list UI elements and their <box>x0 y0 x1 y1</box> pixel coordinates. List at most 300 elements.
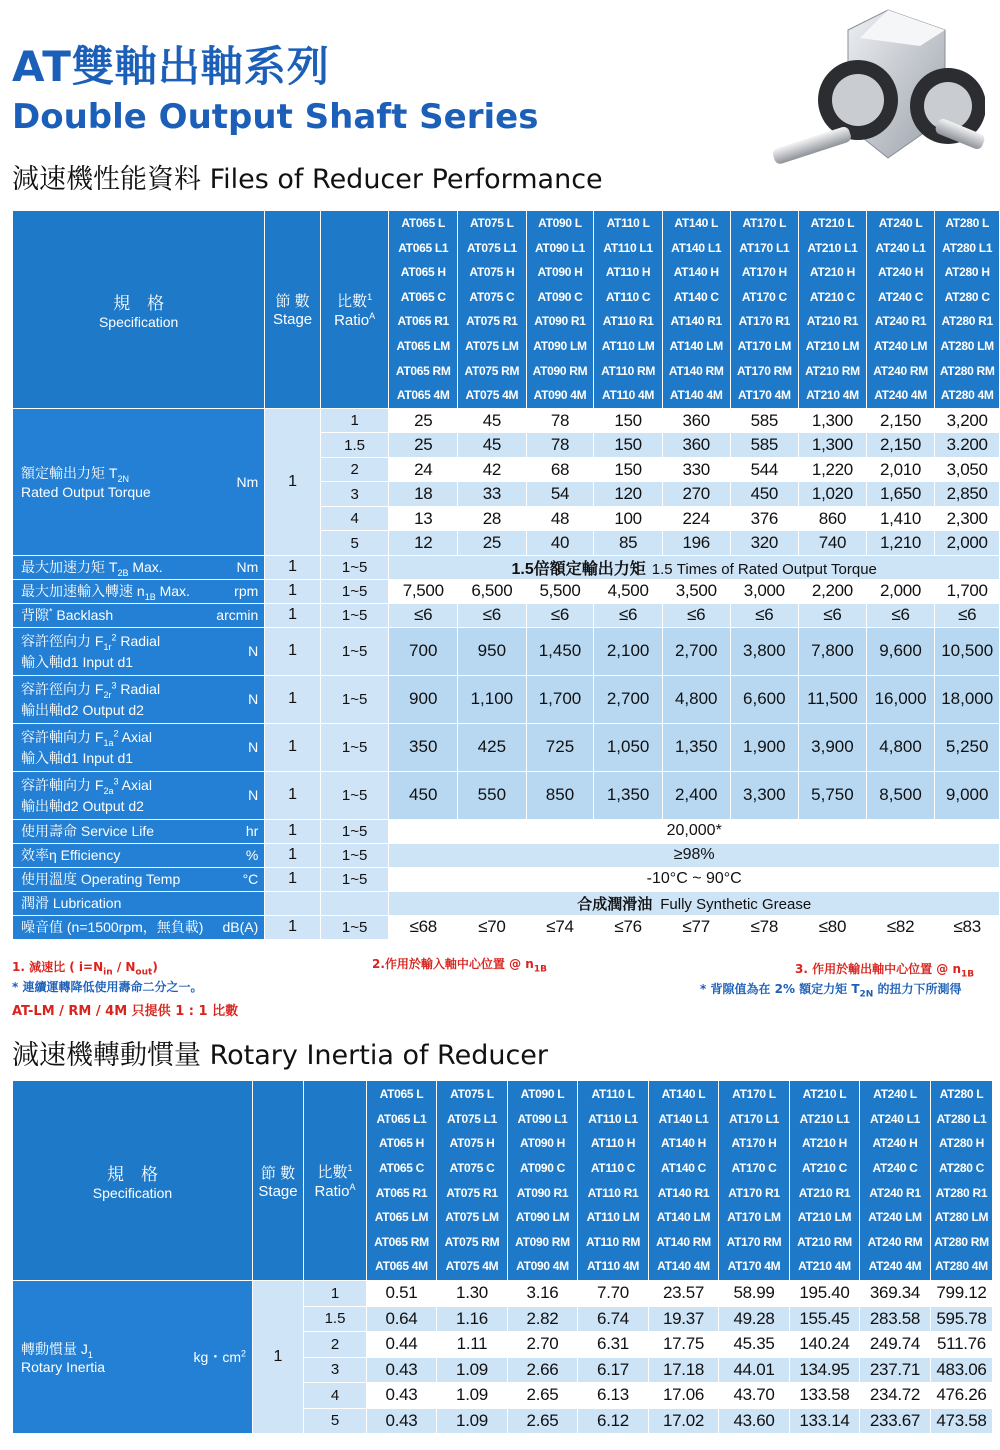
efficiency-row <box>13 843 1000 867</box>
lubrication-label <box>13 891 265 915</box>
model-name: AT210 L <box>802 1087 847 1102</box>
value-cell: 11,500 <box>799 675 867 723</box>
model-name: AT280 L1 <box>936 1111 987 1126</box>
value-cell: 369.34 <box>860 1281 931 1307</box>
value-cell: 42 <box>458 457 527 482</box>
value-cn: 1.5倍額定輸出力矩 <box>511 560 646 578</box>
inertia-row <box>13 1281 993 1307</box>
model-name: AT140 4M <box>657 1259 710 1274</box>
model-name: AT075 RM <box>444 1234 500 1249</box>
value-cell: 376 <box>730 506 799 531</box>
model-column-5 <box>730 211 799 409</box>
model-name: AT240 H <box>878 265 924 280</box>
value-cell: 45 <box>458 433 527 458</box>
value-cell: 1.16 <box>437 1306 508 1332</box>
value-cell: ≤83 <box>935 915 1000 939</box>
ratio-cell: 3 <box>304 1357 367 1383</box>
model-name: AT170 LM <box>737 338 792 353</box>
ratio-cell: 1~5 <box>320 603 389 627</box>
stage-header-en: Stage <box>258 1182 298 1200</box>
max-accel-torque-value <box>389 555 1000 579</box>
model-name: AT210 RM <box>797 1234 852 1249</box>
value-cell: 270 <box>662 482 730 507</box>
unit-label: N <box>248 691 259 708</box>
label-cn: 轉動慣量 J <box>21 1340 88 1357</box>
ratio-header-cell: 比數$^1$ Ratio$^A$ <box>320 211 389 409</box>
value-cell: 6.74 <box>578 1306 649 1332</box>
model-column-2 <box>526 211 594 409</box>
value-cell: 195.40 <box>790 1281 860 1307</box>
label-tail: Max. <box>155 582 190 599</box>
value-cell: 3,500 <box>662 579 730 603</box>
model-name: AT240 R1 <box>869 1185 921 1200</box>
model-name: AT210 C <box>801 1160 848 1175</box>
stage-header-cell <box>265 211 321 409</box>
operating-temp-value: -10°C ~ 90°C <box>389 867 1000 891</box>
value-cell: 1.30 <box>437 1281 508 1307</box>
model-name: AT140 C <box>673 289 719 304</box>
note-backlash-measurement: * 背隙值為在 2% 額定力矩 $T_{2N}$ 的扭力下所測得 <box>700 982 962 1000</box>
stage-cell: 1 <box>253 1281 304 1434</box>
value-cell: 360 <box>662 408 730 433</box>
ratio-cell: 1~5 <box>320 555 389 579</box>
value-cell: 249.74 <box>860 1332 931 1358</box>
value-cell: 150 <box>594 433 663 458</box>
value-cell: 1,220 <box>799 457 867 482</box>
torque-row <box>13 408 1000 433</box>
model-name: AT280 H <box>944 265 990 280</box>
model-name: AT140 RM <box>668 363 724 378</box>
model-column-4 <box>662 211 730 409</box>
value-cell: 17.02 <box>649 1408 719 1434</box>
stage-cell: 1 <box>265 408 321 555</box>
value-cell: 58.99 <box>719 1281 790 1307</box>
model-name: AT170 R1 <box>728 1185 780 1200</box>
model-column-4 <box>649 1081 719 1281</box>
label-tail: Axial <box>118 728 152 745</box>
performance-table <box>12 210 1000 940</box>
label-tail: Radial <box>116 680 161 697</box>
service-life-value: 20,000* <box>389 819 1000 843</box>
value-cell: 24 <box>389 457 458 482</box>
model-name: AT240 L <box>878 216 923 230</box>
model-name: AT240 4M <box>874 388 927 403</box>
model-name: AT065 C <box>378 1160 425 1175</box>
model-name: AT240 LM <box>868 1210 922 1225</box>
value-cell: 1,450 <box>526 627 594 675</box>
value-cell: 3,300 <box>730 771 799 819</box>
value-cell: 585 <box>730 408 799 433</box>
model-name: AT240 LM <box>873 338 928 353</box>
value-cell: 330 <box>662 457 730 482</box>
value-cell: 700 <box>389 627 458 675</box>
value-cell: 483.06 <box>931 1357 993 1383</box>
model-column-7 <box>860 1081 931 1281</box>
model-column-1 <box>458 211 527 409</box>
model-name: AT075 RM <box>464 363 520 378</box>
model-column-6 <box>799 211 867 409</box>
model-name: AT110 L1 <box>588 1111 638 1126</box>
value-cell: 45 <box>458 408 527 433</box>
value-cell: 1,900 <box>730 723 799 771</box>
ratio-cell: 1 <box>320 408 389 433</box>
unit-label: N <box>248 739 259 756</box>
value-cell: ≤70 <box>458 915 527 939</box>
model-column-0 <box>367 1081 437 1281</box>
spec-header-cn: 規 格 <box>107 1165 158 1184</box>
model-name: AT075 L <box>450 1087 494 1102</box>
value-cell: 0.43 <box>367 1408 437 1434</box>
model-name: AT210 4M <box>806 388 859 403</box>
model-name: AT075 C <box>469 289 515 304</box>
model-name: AT075 4M <box>445 1259 499 1274</box>
model-name: AT240 L1 <box>869 1111 921 1126</box>
model-name: AT210 RM <box>805 363 860 378</box>
value-cell: 2,700 <box>594 675 663 723</box>
value-cell: 78 <box>526 433 594 458</box>
value-cell: ≤6 <box>866 603 935 627</box>
superscript: 3 <box>113 776 119 787</box>
model-name: AT065 H <box>400 265 446 280</box>
inertia-table <box>12 1080 993 1434</box>
model-name: AT090 RM <box>532 363 588 378</box>
value-cell: 33 <box>458 482 527 507</box>
force-row <box>13 723 1000 771</box>
value-cell: 44.01 <box>719 1357 790 1383</box>
ratio-cell: 5 <box>320 531 389 556</box>
ratio-cell: 1 <box>304 1281 367 1307</box>
value-cell: 2.65 <box>508 1408 578 1434</box>
value-cell: 120 <box>594 482 663 507</box>
model-name: AT140 4M <box>669 388 723 403</box>
model-name: AT110 H <box>605 265 651 280</box>
model-name: AT075 L <box>470 216 514 230</box>
force-row <box>13 771 1000 819</box>
ratio-cell: 2 <box>320 457 389 482</box>
label-text: 噪音值 (n=1500rpm，無負載) <box>21 919 204 936</box>
model-name: AT110 H <box>590 1136 636 1151</box>
value-cell: 850 <box>526 771 594 819</box>
value-cell: 1,650 <box>866 482 935 507</box>
value-cell: 6.17 <box>578 1357 649 1383</box>
model-column-1 <box>437 1081 508 1281</box>
ratio-cell <box>320 891 389 915</box>
value-cell: 2,700 <box>662 627 730 675</box>
note-ratio-definition: 1. 減速比 ( $i=N_{in} / N_{out}$) <box>12 960 158 978</box>
force-row <box>13 675 1000 723</box>
value-cell: 473.58 <box>931 1408 993 1434</box>
model-name: AT140 L1 <box>658 1111 709 1126</box>
value-cell: 43.70 <box>719 1383 790 1409</box>
model-name: AT110 R1 <box>602 314 654 329</box>
note-input-shaft-position: 2.作用於輸入軸中心位置 @ $n_{1B}$ <box>372 957 547 975</box>
value-cell: 0.64 <box>367 1306 437 1332</box>
model-name: AT090 H <box>537 265 583 280</box>
value-cell: 1.11 <box>437 1332 508 1358</box>
value-cell: 2,010 <box>866 457 935 482</box>
value-cell: 54 <box>526 482 594 507</box>
model-name: AT170 R1 <box>738 314 791 329</box>
model-name: AT110 R1 <box>587 1185 639 1200</box>
model-name: AT110 4M <box>602 388 655 403</box>
value-cell: 43.60 <box>719 1408 790 1434</box>
value-cell: 5,250 <box>935 723 1000 771</box>
value-cell: 6.12 <box>578 1408 649 1434</box>
model-name: AT140 H <box>673 265 719 280</box>
value-cell: 233.67 <box>860 1408 931 1434</box>
value-cell: 4,800 <box>866 723 935 771</box>
value-cell: 799.12 <box>931 1281 993 1307</box>
model-name: AT065 L <box>401 216 446 230</box>
ratio-cell: 1~5 <box>320 843 389 867</box>
model-name: AT280 C <box>938 1160 985 1175</box>
model-name: AT240 C <box>872 1160 918 1175</box>
model-name: AT170 4M <box>727 1259 781 1274</box>
model-name: AT170 LM <box>727 1210 781 1225</box>
model-name: AT170 L <box>732 1087 776 1102</box>
unit-label: N <box>248 643 259 660</box>
value-cell: 0.43 <box>367 1383 437 1409</box>
value-cell: 1,350 <box>662 723 730 771</box>
model-name: AT140 L <box>661 1087 706 1102</box>
max-accel-torque-row <box>13 555 1000 579</box>
model-name: AT075 4M <box>465 388 519 403</box>
value-cell: 6.13 <box>578 1383 649 1409</box>
value-cell: 40 <box>526 531 594 556</box>
value-cell: ≤68 <box>389 915 458 939</box>
value-cell: 7,800 <box>799 627 867 675</box>
force-label <box>13 723 265 771</box>
model-name: AT210 L1 <box>807 240 858 255</box>
rated-torque-label <box>13 408 265 555</box>
ratio-cell: 1~5 <box>320 915 389 939</box>
lubrication-value <box>389 891 1000 915</box>
value-cell: 2,400 <box>662 771 730 819</box>
value-cell: 2.66 <box>508 1357 578 1383</box>
model-name: AT110 L1 <box>603 240 653 255</box>
value-cell: 4,800 <box>662 675 730 723</box>
spec-header-cell <box>13 1081 253 1281</box>
subscript: 1B <box>144 591 156 602</box>
model-name: AT140 RM <box>656 1234 711 1249</box>
value-cell: 476.26 <box>931 1383 993 1409</box>
ratio-header-en: Ratio <box>334 311 370 329</box>
model-name: AT065 LM <box>396 338 450 353</box>
model-name: AT090 C <box>519 1160 566 1175</box>
model-name: AT140 R1 <box>670 314 722 329</box>
subscript: 1 <box>87 1349 93 1360</box>
value-cell: 2,150 <box>866 433 935 458</box>
model-name: AT065 LM <box>374 1210 429 1225</box>
model-name: AT280 4M <box>935 1259 988 1274</box>
stage-header-en: Stage <box>272 311 313 329</box>
unit-label: Nm <box>236 559 259 576</box>
model-name: AT140 L1 <box>671 240 722 255</box>
model-name: AT065 C <box>400 289 446 304</box>
value-cell: 1.09 <box>437 1383 508 1409</box>
value-cell: 3,000 <box>730 579 799 603</box>
spec-header-cn: 規 格 <box>113 293 165 313</box>
efficiency-value: ≥98% <box>389 843 1000 867</box>
operating-temp-row <box>13 867 1000 891</box>
model-name: AT075 R1 <box>446 1185 498 1200</box>
model-column-7 <box>866 211 935 409</box>
value-cell: 5,750 <box>799 771 867 819</box>
value-cell: 0.44 <box>367 1332 437 1358</box>
model-name: AT065 RM <box>374 1234 429 1249</box>
value-cell: 725 <box>526 723 594 771</box>
model-name: AT110 RM <box>601 363 656 378</box>
model-name: AT140 L <box>674 216 719 230</box>
subscript: 1a <box>103 737 114 748</box>
unit-label: rpm <box>234 583 259 600</box>
label-line2: 輸入軸d1 Input d1 <box>21 653 134 670</box>
value-cell: 450 <box>730 482 799 507</box>
value-cell: 2,200 <box>799 579 867 603</box>
model-name: AT170 C <box>741 289 787 304</box>
model-name: AT170 H <box>731 1136 777 1151</box>
ratio-header-cn: 比數 <box>317 1164 348 1181</box>
subscript: 2N <box>117 474 129 485</box>
model-name: AT240 L <box>873 1087 917 1102</box>
model-name: AT170 L1 <box>728 1111 780 1126</box>
superscript: 2 <box>111 632 117 643</box>
value-cell: 950 <box>458 627 527 675</box>
label-en: Rotary Inertia <box>21 1359 106 1376</box>
ratio-cell: 2 <box>304 1332 367 1358</box>
value-cell: 450 <box>389 771 458 819</box>
force-label <box>13 675 265 723</box>
value-cell: 16,000 <box>866 675 935 723</box>
model-column-8 <box>931 1081 993 1281</box>
value-cell: ≤6 <box>799 603 867 627</box>
label-tail: Radial <box>116 632 161 649</box>
model-name: AT210 L1 <box>799 1111 850 1126</box>
model-name: AT170 H <box>741 265 787 280</box>
stage-header-cell <box>253 1081 304 1281</box>
ratio-cell: 1~5 <box>320 771 389 819</box>
value-cell: 224 <box>662 506 730 531</box>
label-text: 效率η Efficiency <box>21 847 121 864</box>
ratio-cell: 1~5 <box>320 819 389 843</box>
label-tail: Backlash <box>52 607 114 624</box>
efficiency-label <box>13 843 265 867</box>
stage-header-cn: 節 數 <box>260 1164 296 1182</box>
unit-label: N <box>248 787 259 804</box>
ratio-cell: 4 <box>304 1383 367 1409</box>
model-name: AT065 R1 <box>397 314 449 329</box>
value-cell: 140.24 <box>790 1332 860 1358</box>
model-name: AT090 L <box>520 1087 565 1102</box>
value-cell: 9,000 <box>935 771 1000 819</box>
stage-cell: 1 <box>265 579 321 603</box>
backlash-row <box>13 603 1000 627</box>
model-column-2 <box>508 1081 578 1281</box>
force-label <box>13 627 265 675</box>
model-name: AT140 LM <box>656 1210 711 1225</box>
value-cell: 900 <box>389 675 458 723</box>
model-name: AT110 LM <box>586 1210 640 1225</box>
model-name: AT090 4M <box>533 388 587 403</box>
label-line2: 輸出軸d2 Output d2 <box>21 797 144 814</box>
unit-label: dB(A) <box>222 919 259 936</box>
value-cell: ≤77 <box>662 915 730 939</box>
model-name: AT170 4M <box>737 388 791 403</box>
model-name: AT065 L1 <box>398 240 449 255</box>
ratio-cell: 1.5 <box>320 433 389 458</box>
model-name: AT280 H <box>938 1136 985 1151</box>
operating-temp-label <box>13 867 265 891</box>
model-name: AT240 RM <box>867 1234 923 1249</box>
service-life-row <box>13 819 1000 843</box>
value-cell: ≤82 <box>866 915 935 939</box>
model-name: AT210 LM <box>805 338 860 353</box>
model-name: AT210 LM <box>797 1210 852 1225</box>
value-cell: 1,300 <box>799 408 867 433</box>
value-cell: 2.82 <box>508 1306 578 1332</box>
spec-header-en: Specification <box>98 313 179 330</box>
unit-label: Nm <box>236 473 259 490</box>
model-name: AT110 4M <box>586 1259 640 1274</box>
label-line2: 輸出軸d2 Output d2 <box>21 701 144 718</box>
value-cell: 100 <box>594 506 663 531</box>
value-cell: 48 <box>526 506 594 531</box>
value-cell: 134.95 <box>790 1357 860 1383</box>
model-name: AT065 L <box>379 1087 424 1102</box>
value-cell: 10,500 <box>935 627 1000 675</box>
model-name: AT170 RM <box>736 363 792 378</box>
value-cell: 237.71 <box>860 1357 931 1383</box>
rotary-inertia-label <box>13 1281 253 1434</box>
stage-cell: 1 <box>265 915 321 939</box>
value-cell: ≤6 <box>458 603 527 627</box>
model-name: AT090 LM <box>533 338 587 353</box>
max-input-speed-row <box>13 579 1000 603</box>
value-cell: 3.200 <box>935 433 1000 458</box>
value-cell: 3,050 <box>935 457 1000 482</box>
value-cell: 860 <box>799 506 867 531</box>
value-cell: ≤6 <box>594 603 663 627</box>
model-name: AT170 C <box>731 1160 777 1175</box>
service-life-label <box>13 819 265 843</box>
title-english: Double Output Shaft Series <box>12 97 539 137</box>
value-cell: 8,500 <box>866 771 935 819</box>
value-cell: 23.57 <box>649 1281 719 1307</box>
ratio-cell: 1~5 <box>320 723 389 771</box>
model-name: AT065 4M <box>396 388 450 403</box>
value-cell: 2,150 <box>866 408 935 433</box>
model-column-8 <box>935 211 1000 409</box>
model-name: AT110 RM <box>585 1234 641 1249</box>
value-cell: 17.75 <box>649 1332 719 1358</box>
value-cell: 155.45 <box>790 1306 860 1332</box>
value-cell: 1,210 <box>866 531 935 556</box>
stage-cell: 1 <box>265 675 321 723</box>
model-name: AT075 LM <box>445 1210 499 1225</box>
model-name: AT280 R1 <box>935 1185 988 1200</box>
superscript: 2 <box>113 728 119 739</box>
unit-label: hr <box>245 823 259 840</box>
subscript: 2r <box>103 689 112 700</box>
value-cell: 3,200 <box>935 408 1000 433</box>
model-name: AT075 H <box>449 1136 495 1151</box>
value-cn: 合成潤滑油 <box>577 895 653 913</box>
value-cell: ≤74 <box>526 915 594 939</box>
unit-label: arcmin <box>216 607 259 624</box>
value-cell: 1,700 <box>526 675 594 723</box>
value-cell: 150 <box>594 457 663 482</box>
model-name: AT090 R1 <box>534 314 586 329</box>
